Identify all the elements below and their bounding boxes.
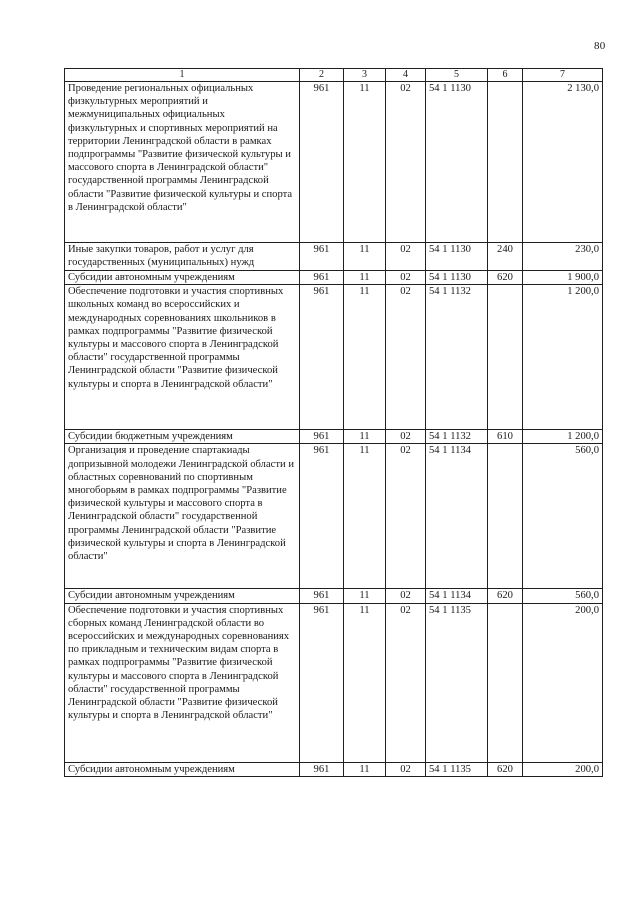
subsection-code: 02 (386, 82, 426, 243)
amount: 2 130,0 (523, 82, 603, 243)
expense-type-code (488, 82, 523, 243)
subsection-code: 02 (386, 243, 426, 271)
expense-type-code: 620 (488, 589, 523, 603)
expense-name: Субсидии автономным учреждениям (65, 762, 300, 776)
expense-type-code: 240 (488, 243, 523, 271)
admin-code: 961 (300, 603, 344, 762)
expense-type-code (488, 444, 523, 589)
section-code: 11 (344, 444, 386, 589)
subsection-code: 02 (386, 444, 426, 589)
subsection-code: 02 (386, 603, 426, 762)
target-article-code: 54 1 1135 (426, 762, 488, 776)
expense-name: Организация и проведение спартакиады допризывной молодежи Ленинградской области и областных соревнований по спортивным многоборьям в рамках подпрограммы "Развитие физической культуры и массового спорта в Ленинградской области" государственной программы Ленинградской области "Развитие физической культуры и спорта в Ленинградской области" (65, 444, 300, 589)
page-number: 80 (594, 40, 606, 52)
target-article-code: 54 1 1130 (426, 271, 488, 285)
column-number: 6 (488, 69, 523, 82)
subsection-code: 02 (386, 762, 426, 776)
expense-type-code: 610 (488, 430, 523, 444)
amount: 1 900,0 (523, 271, 603, 285)
section-code: 11 (344, 589, 386, 603)
admin-code: 961 (300, 444, 344, 589)
column-number: 4 (386, 69, 426, 82)
target-article-code: 54 1 1134 (426, 589, 488, 603)
target-article-code: 54 1 1132 (426, 285, 488, 430)
target-article-code: 54 1 1135 (426, 603, 488, 762)
amount: 560,0 (523, 589, 603, 603)
admin-code: 961 (300, 285, 344, 430)
section-code: 11 (344, 82, 386, 243)
expense-name: Обеспечение подготовки и участия спортивных сборных команд Ленинградской области во всероссийских и международных соревнованиях по прикладным и техническим видам спорта в рамках подпрограммы "Развитие физической культуры и массового спорта в Ленинградской области" государственной программы Ленинградской области "Развитие физической культуры и спорта в Ленинградской области" (65, 603, 300, 762)
section-code: 11 (344, 285, 386, 430)
admin-code: 961 (300, 271, 344, 285)
target-article-code: 54 1 1130 (426, 82, 488, 243)
column-number: 3 (344, 69, 386, 82)
table-row (65, 444, 603, 589)
expense-type-code (488, 285, 523, 430)
table-row (65, 243, 603, 271)
table-row (65, 271, 603, 285)
section-code: 11 (344, 271, 386, 285)
expense-name: Иные закупки товаров, работ и услуг для государственных (муниципальных) нужд (65, 243, 300, 271)
table-row (65, 82, 603, 243)
table-row (65, 603, 603, 762)
table-row (65, 430, 603, 444)
amount: 1 200,0 (523, 285, 603, 430)
expense-type-code: 620 (488, 762, 523, 776)
amount: 200,0 (523, 762, 603, 776)
amount: 230,0 (523, 243, 603, 271)
admin-code: 961 (300, 589, 344, 603)
column-number-row (65, 69, 603, 82)
section-code: 11 (344, 243, 386, 271)
column-number: 1 (65, 69, 300, 82)
section-code: 11 (344, 430, 386, 444)
column-number: 7 (523, 69, 603, 82)
subsection-code: 02 (386, 271, 426, 285)
admin-code: 961 (300, 430, 344, 444)
column-number: 2 (300, 69, 344, 82)
budget-table (64, 68, 603, 777)
column-number: 5 (426, 69, 488, 82)
amount: 560,0 (523, 444, 603, 589)
target-article-code: 54 1 1130 (426, 243, 488, 271)
expense-name: Субсидии автономным учреждениям (65, 271, 300, 285)
table-row (65, 762, 603, 776)
section-code: 11 (344, 603, 386, 762)
subsection-code: 02 (386, 285, 426, 430)
subsection-code: 02 (386, 589, 426, 603)
admin-code: 961 (300, 243, 344, 271)
expense-name: Субсидии бюджетным учреждениям (65, 430, 300, 444)
table-row (65, 285, 603, 430)
admin-code: 961 (300, 82, 344, 243)
expense-name: Проведение региональных официальных физкультурных мероприятий и межмуниципальных официальных физкультурных и спортивных мероприятий на территории Ленинградской области в рамках подпрограммы "Развитие физической культуры и массового спорта в Ленинградской области" государственной программы Ленинградской области "Развитие физической культуры и спорта в Ленинградской области" (65, 82, 300, 243)
admin-code: 961 (300, 762, 344, 776)
target-article-code: 54 1 1134 (426, 444, 488, 589)
amount: 1 200,0 (523, 430, 603, 444)
subsection-code: 02 (386, 430, 426, 444)
expense-name: Обеспечение подготовки и участия спортивных школьных команд во всероссийских и международных соревнованиях школьников в рамках подпрограммы "Развитие физической культуры и массового спорта в Ленинградской области" государственной программы Ленинградской области "Развитие физической культуры и спорта в Ленинградской области" (65, 285, 300, 430)
expense-type-code (488, 603, 523, 762)
target-article-code: 54 1 1132 (426, 430, 488, 444)
expense-type-code: 620 (488, 271, 523, 285)
table-row (65, 589, 603, 603)
expense-name: Субсидии автономным учреждениям (65, 589, 300, 603)
section-code: 11 (344, 762, 386, 776)
amount: 200,0 (523, 603, 603, 762)
